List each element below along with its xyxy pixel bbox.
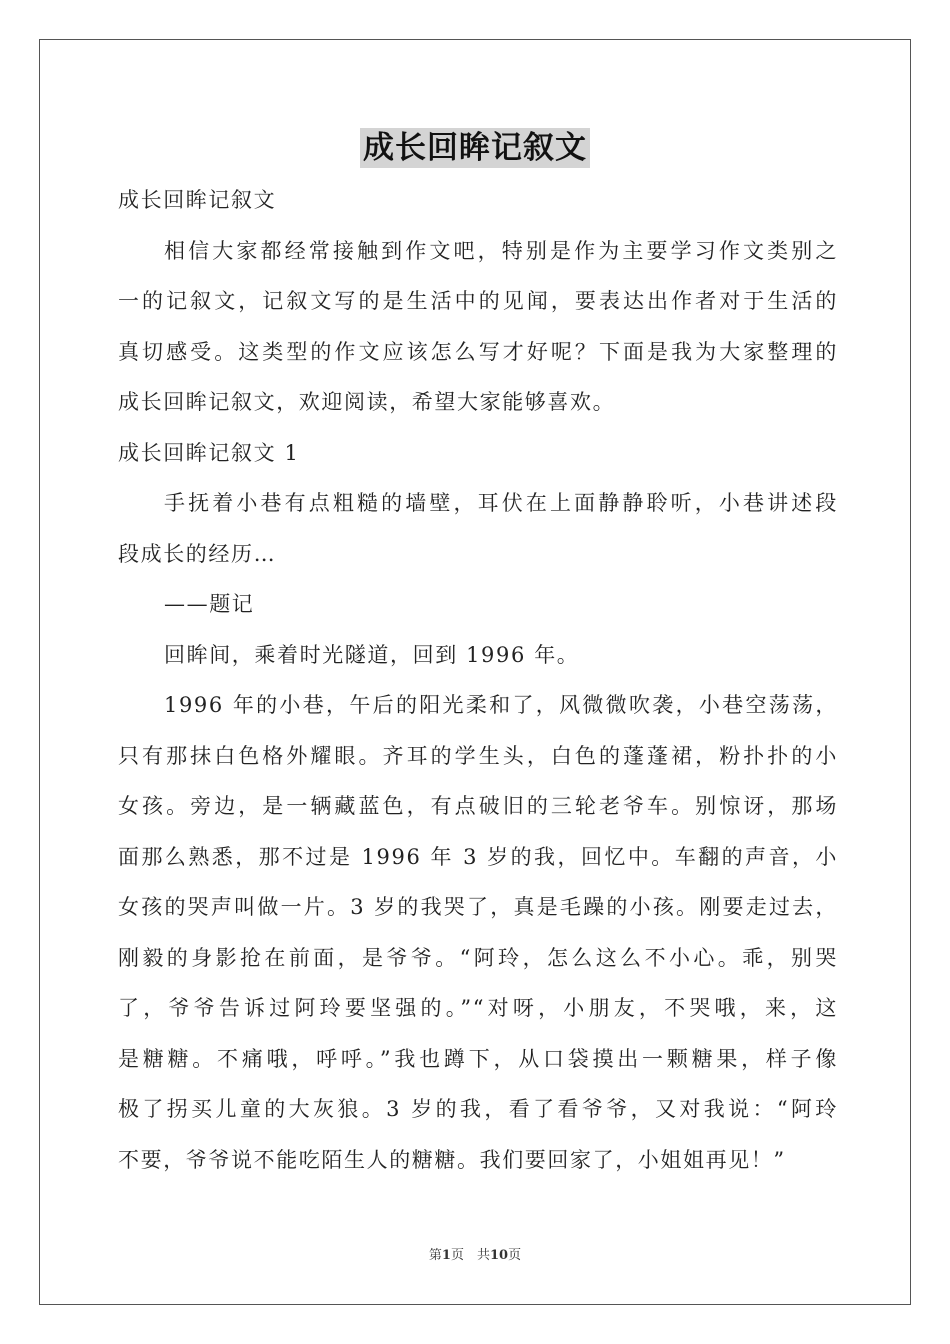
text-line: 成长回眸记叙文 1: [118, 440, 300, 465]
footer-page-number: 1: [441, 1248, 451, 1263]
text-line: 段成长的经历…: [118, 541, 277, 566]
text-line: 了，爷爷告诉过阿玲要坚强的。”“对呀，小朋友，不哭哦，来，这: [118, 996, 838, 1020]
text-line: 女孩的哭声叫做一片。3 岁的我哭了，真是毛躁的小孩。刚要走过去，: [118, 895, 838, 919]
footer-prefix: 第: [428, 1248, 442, 1263]
text-line: 是糖糖。不痛哦，呼呼。”我也蹲下，从口袋摸出一颗糖果，样子像: [118, 1046, 838, 1071]
text-line: 真切感受。这类型的作文应该怎么写才好呢？下面是我为大家整理的: [118, 339, 838, 364]
footer-suffix: 页: [508, 1248, 522, 1263]
text-line: 一的记叙文，记叙文写的是生活中的见闻，要表达出作者对于生活的: [118, 289, 838, 313]
page-footer: [0, 1244, 950, 1263]
text-line: 1996 年的小巷，午后的阳光柔和了，风微微吹袭，小巷空荡荡，: [164, 693, 838, 717]
text-line: 成长回眸记叙文: [118, 188, 277, 212]
text-line: 手抚着小巷有点粗糙的墙壁，耳伏在上面静静聆听，小巷讲述段: [164, 491, 838, 515]
footer-total-pages: 10: [489, 1248, 509, 1263]
text-line: 极了拐买儿童的大灰狼。3 岁的我，看了看爷爷，又对我说：“阿玲: [118, 1097, 838, 1121]
document-body: [118, 175, 838, 1185]
text-line: 回眸间，乘着时光隧道，回到 1996 年。: [164, 642, 580, 667]
footer-mid: 页 共: [450, 1248, 490, 1263]
text-line: 不要，爷爷说不能吃陌生人的糖糖。我们要回家了，小姐姐再见！”: [118, 1147, 786, 1172]
text-line: 面那么熟悉，那不过是 1996 年 3 岁的我，回忆中。车翻的声音，小: [118, 844, 838, 869]
text-line: 相信大家都经常接触到作文吧，特别是作为主要学习作文类别之: [164, 238, 838, 263]
text-line: 女孩。旁边，是一辆藏蓝色，有点破旧的三轮老爷车。别惊讶，那场: [118, 794, 838, 818]
document-title-text: 成长回眸记叙文: [360, 128, 590, 168]
text-line: 成长回眸记叙文，欢迎阅读，希望大家能够喜欢。: [118, 390, 616, 414]
text-line: 只有那抹白色格外耀眼。齐耳的学生头，白色的蓬蓬裙，粉扑扑的小: [118, 743, 838, 768]
text-line: 刚毅的身影抢在前面，是爷爷。“阿玲，怎么这么不小心。乖，别哭: [118, 945, 838, 970]
document-title: [0, 128, 950, 168]
text-line: ——题记: [164, 592, 255, 616]
